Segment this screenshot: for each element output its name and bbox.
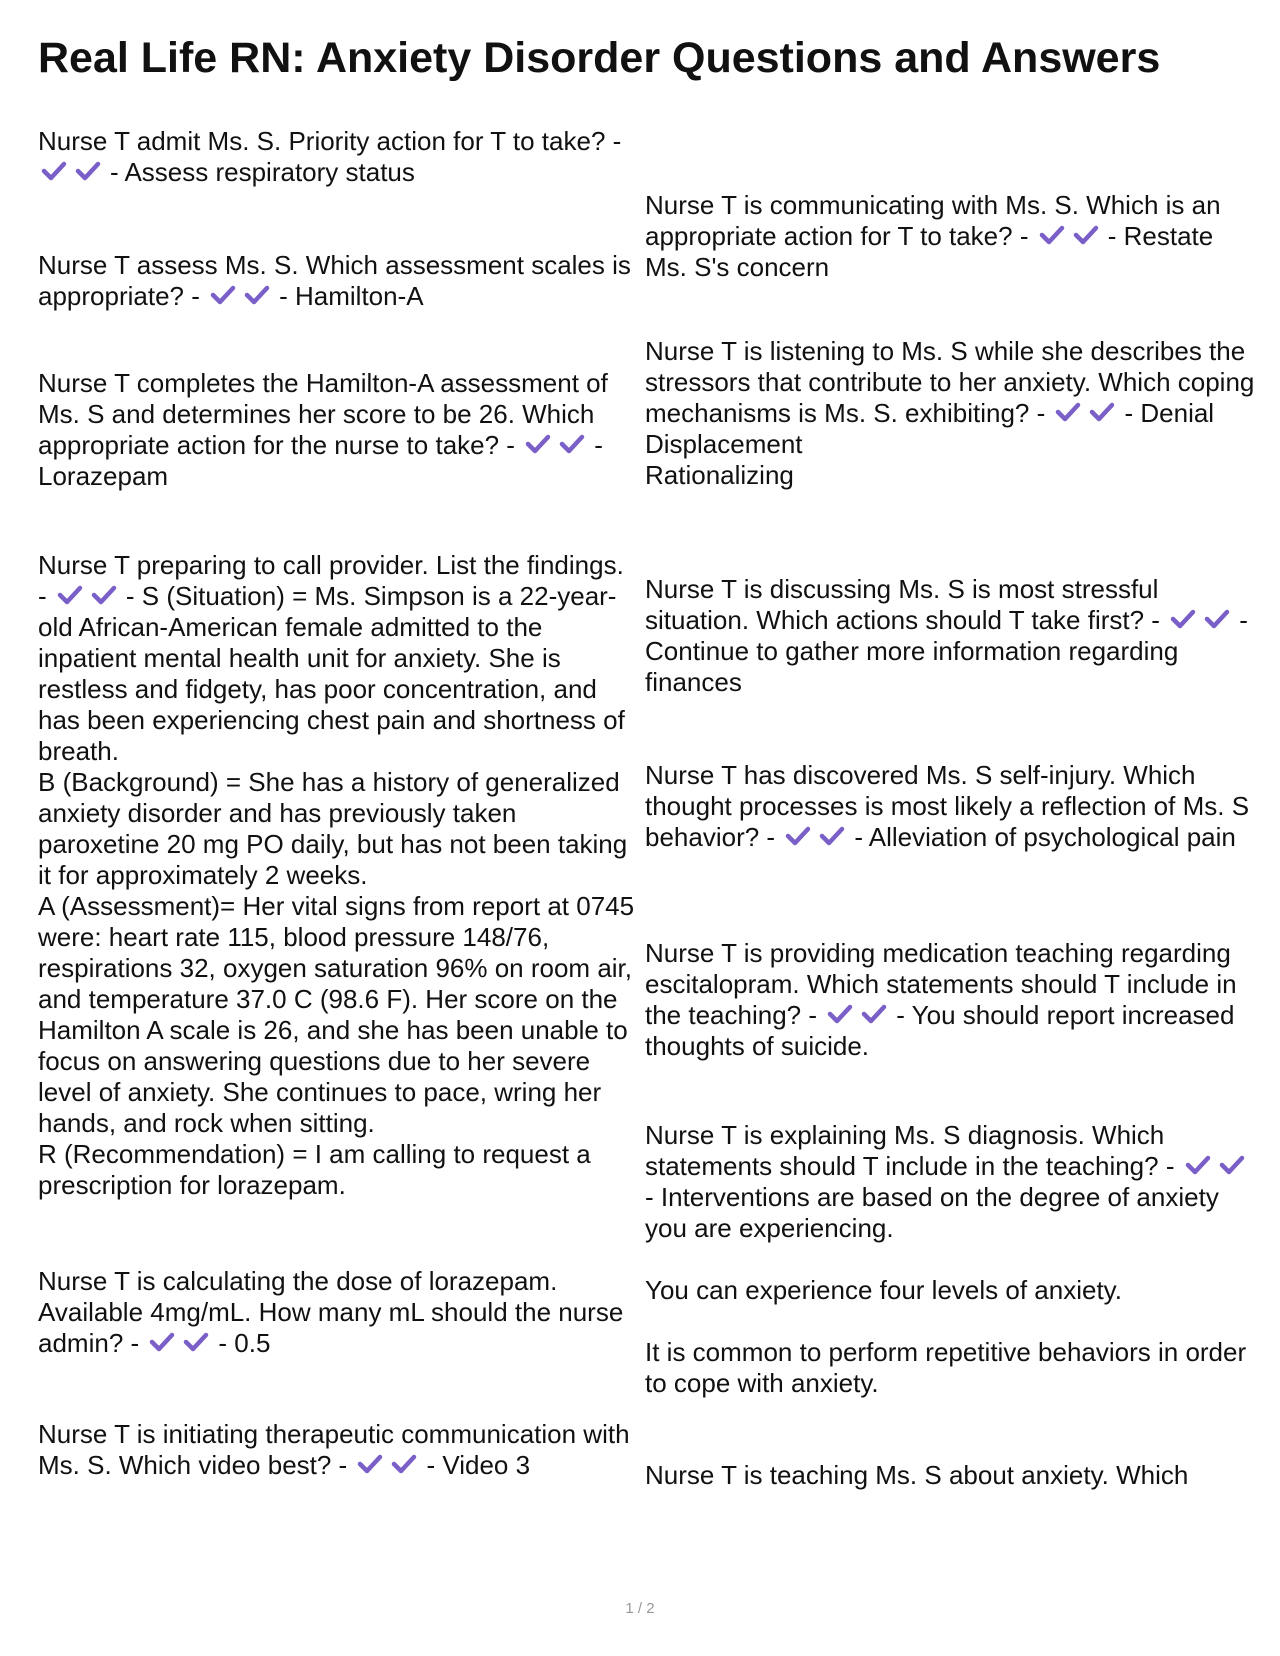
question-text: Nurse T is teaching Ms. S about anxiety. Which xyxy=(645,1460,1189,1490)
qa-item xyxy=(38,550,638,1201)
qa-item xyxy=(645,190,1255,283)
answer-text: - Assess respiratory status xyxy=(110,157,415,187)
question-text: Nurse T admit Ms. S. Priority action for T to take? - xyxy=(38,126,622,156)
qa-item xyxy=(645,1460,1188,1491)
double-checkmark-icon xyxy=(524,431,592,457)
answer-text: - Video 3 xyxy=(426,1450,531,1480)
qa-item xyxy=(645,760,1255,853)
double-checkmark-icon xyxy=(56,582,124,608)
double-checkmark-icon xyxy=(209,282,277,308)
double-checkmark-icon xyxy=(148,1329,216,1355)
qa-item xyxy=(645,938,1255,1062)
page-title: Real Life RN: Anxiety Disorder Questions and Answers xyxy=(38,34,1161,82)
answer-text: - Continue to gather more information regarding finances xyxy=(645,605,1248,697)
double-checkmark-icon xyxy=(1184,1152,1252,1178)
qa-item xyxy=(38,368,638,492)
qa-item xyxy=(38,1266,638,1359)
question-text: Nurse T is explaining Ms. S diagnosis. Which statements should T include in the teaching? - xyxy=(645,1120,1175,1181)
question-text: Nurse T is calculating the dose of lorazepam. Available 4mg/mL. How many mL should the nurse admin? - xyxy=(38,1266,624,1358)
question-text: Nurse T assess Ms. S. Which assessment scales is appropriate? - xyxy=(38,250,631,311)
qa-item xyxy=(38,250,638,312)
qa-item xyxy=(645,574,1255,698)
answer-text: - Interventions are based on the degree of anxiety you are experiencing. You can experience four levels of anxiety. It is common to perform repetitive behaviors in order to cope with anxiety. xyxy=(645,1182,1247,1398)
question-text: Nurse T is discussing Ms. S is most stressful situation. Which actions should T take first? - xyxy=(645,574,1160,635)
page-number: 1 / 2 xyxy=(625,1600,655,1617)
double-checkmark-icon xyxy=(1169,606,1237,632)
qa-item xyxy=(38,126,638,188)
double-checkmark-icon xyxy=(826,1001,894,1027)
answer-text: - Denial Displacement Rationalizing xyxy=(645,398,1215,490)
answer-text: - You should report increased thoughts of suicide. xyxy=(645,1000,1235,1061)
qa-item xyxy=(645,1120,1255,1399)
answer-text: - S (Situation) = Ms. Simpson is a 22-year-old African-American female admitted to the inpatient mental health unit for anxiety. She is restless and fidgety, has poor concentration, and has been experiencing chest pain and shortness of breath. B (Background) = She has a history of generalized anxiety disorder and has previously taken paroxetine 20 mg PO daily, but has not been taking it for approximately 2 weeks. A (Assessment)= Her vital signs from report at 0745 were: heart rate 115, blood pressure 148/76, respirations 32, oxygen saturation 96% on room air, and temperature 37.0 C (98.6 F). Her score on the Hamilton A scale is 26, and she has been unable to focus on answering questions due to her severe level of anxiety. She continues to pace, wring her hands, and rock when sitting. R (Recommendation) = I am calling to request a prescription for lorazepam. xyxy=(38,581,635,1200)
answer-text: - Lorazepam xyxy=(38,430,603,491)
double-checkmark-icon xyxy=(40,158,108,184)
question-text: Nurse T is listening to Ms. S while she describes the stressors that contribute to her anxiety. Which coping mechanisms is Ms. S. exhibiting? - xyxy=(645,336,1255,428)
answer-text: - 0.5 xyxy=(218,1328,271,1358)
answer-text: - Hamilton-A xyxy=(279,281,424,311)
question-text: Nurse T completes the Hamilton-A assessment of Ms. S and determines her score to be 26. Which appropriate action for the nurse to take? - xyxy=(38,368,608,460)
question-text: Nurse T is communicating with Ms. S. Which is an appropriate action for T to take? - xyxy=(645,190,1221,251)
answer-text: - Alleviation of psychological pain xyxy=(854,822,1236,852)
question-text: Nurse T is providing medication teaching regarding escitalopram. Which statements should T include in the teaching? - xyxy=(645,938,1237,1030)
qa-item xyxy=(38,1419,638,1481)
qa-item xyxy=(645,336,1255,491)
double-checkmark-icon xyxy=(1054,399,1122,425)
question-text: Nurse T has discovered Ms. S self-injury. Which thought processes is most likely a reflection of Ms. S behavior? - xyxy=(645,760,1250,852)
double-checkmark-icon xyxy=(356,1451,424,1477)
answer-text: - Restate Ms. S's concern xyxy=(645,221,1214,282)
question-text: Nurse T is initiating therapeutic communication with Ms. S. Which video best? - xyxy=(38,1419,630,1480)
double-checkmark-icon xyxy=(784,823,852,849)
question-text: Nurse T preparing to call provider. List the findings. - xyxy=(38,550,624,611)
double-checkmark-icon xyxy=(1038,222,1106,248)
